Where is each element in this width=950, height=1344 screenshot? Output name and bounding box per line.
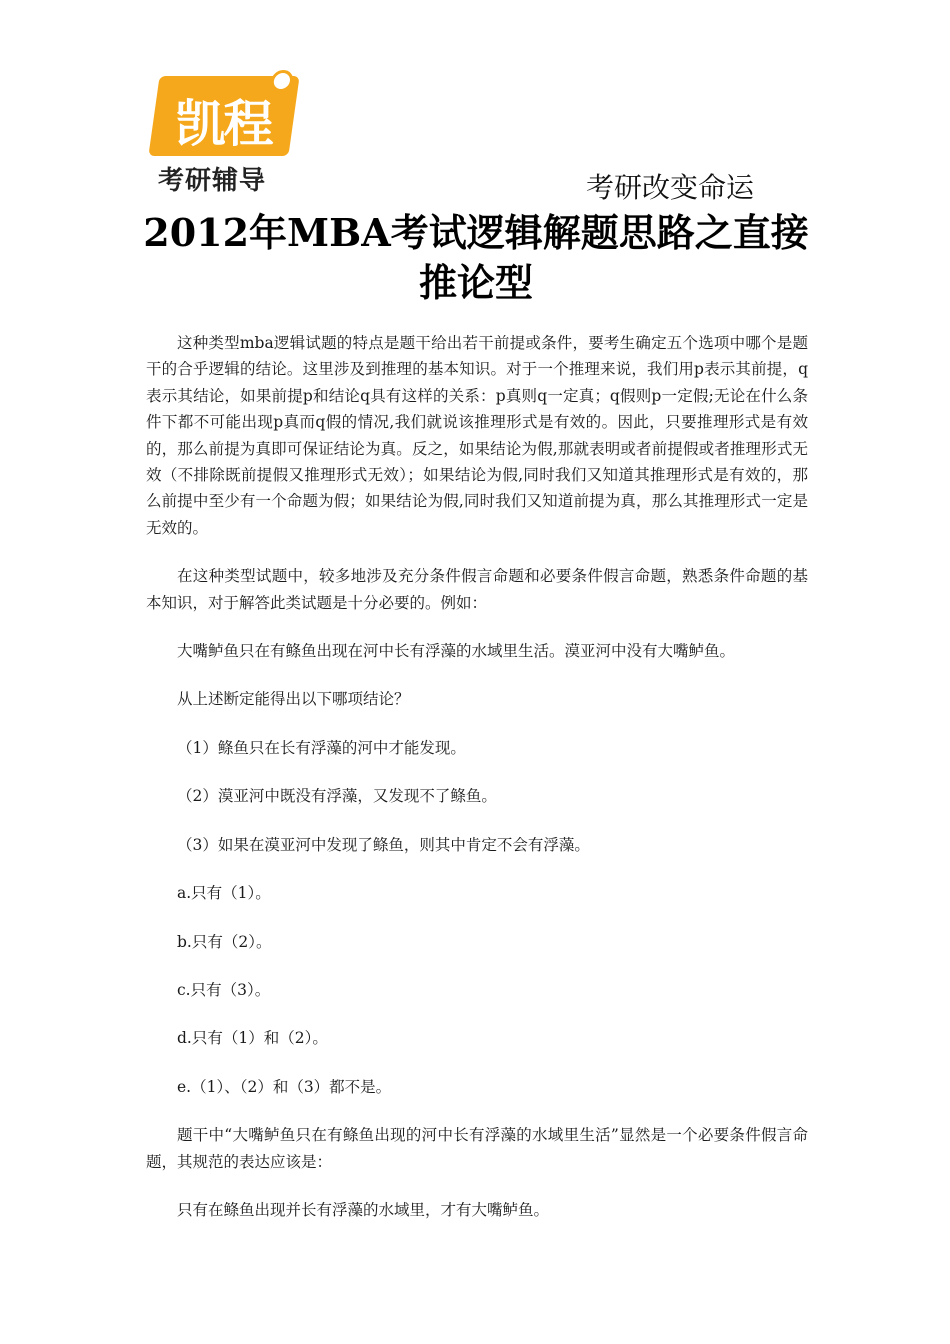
analysis-paragraph: 题干中“大嘴鲈鱼只在有鲦鱼出现的河中长有浮藻的水域里生活”显然是一个必要条件假言命题，其规范的表达应该是： bbox=[146, 1126, 808, 1171]
example-premise: 大嘴鲈鱼只在有鲦鱼出现在河中长有浮藻的水域里生活。漠亚河中没有大嘴鲈鱼。 bbox=[177, 642, 736, 661]
statement-1: （1）鲦鱼只在长有浮藻的河中才能发现。 bbox=[177, 738, 466, 757]
statement-2: （2）漠亚河中既没有浮藻，又发现不了鲦鱼。 bbox=[177, 787, 497, 806]
document-body bbox=[146, 330, 808, 1223]
paragraph-conditions: 在这种类型试题中，较多地涉及充分条件假言命题和必要条件假言命题，熟悉条件命题的基本知识，对于解答此类试题是十分必要的。例如： bbox=[146, 567, 808, 612]
logo-mark bbox=[148, 76, 299, 156]
option-d: d.只有（1）和（2）。 bbox=[177, 1029, 328, 1048]
example-question: 从上述断定能得出以下哪项结论？ bbox=[177, 690, 410, 709]
slogan: 考研改变命运 bbox=[586, 171, 755, 204]
statement-3: （3）如果在漠亚河中发现了鲦鱼，则其中肯定不会有浮藻。 bbox=[177, 835, 590, 854]
option-a: a.只有（1）。 bbox=[177, 884, 271, 903]
option-c: c.只有（3）。 bbox=[177, 980, 271, 999]
logo-subtitle: 考研辅导 bbox=[158, 166, 267, 196]
document-title: 2012年MBA考试逻辑解题思路之直接推论型 bbox=[143, 210, 809, 305]
option-b: b.只有（2）。 bbox=[177, 932, 272, 951]
brand-logo bbox=[150, 72, 300, 194]
logo-mark-text: 凯程 bbox=[175, 95, 272, 153]
option-e: e.（1）、（2）和（3）都不是。 bbox=[177, 1077, 392, 1096]
paragraph-intro: 这种类型mba逻辑试题的特点是题干给出若干前提或条件，要考生确定五个选项中哪个是题干的合乎逻辑的结论。这里涉及到推理的基本知识。对于一个推理来说，我们用p表示其前提，q表示其结论，如果前提p和结论q具有这样的关系：p真则q一定真；q假则p一定假;无论在什么条件下都不可能出现p真而q假的情况,我们就说该推理形式是有效的。因此，只要推理形式是有效的，那么前提为真即可保证结论为真。反之，如果结论为假,那就表明或者前提假或者推理形式无效（不排除既前提假又推理形式无效）；如果结论为假,同时我们又知道其推理形式是有效的，那么前提中至少有一个命题为假；如果结论为假,同时我们又知道前提为真，那么其推理形式一定是无效的。 bbox=[146, 334, 808, 537]
normalized-statement: 只有在鲦鱼出现并长有浮藻的水域里，才有大嘴鲈鱼。 bbox=[177, 1200, 550, 1219]
